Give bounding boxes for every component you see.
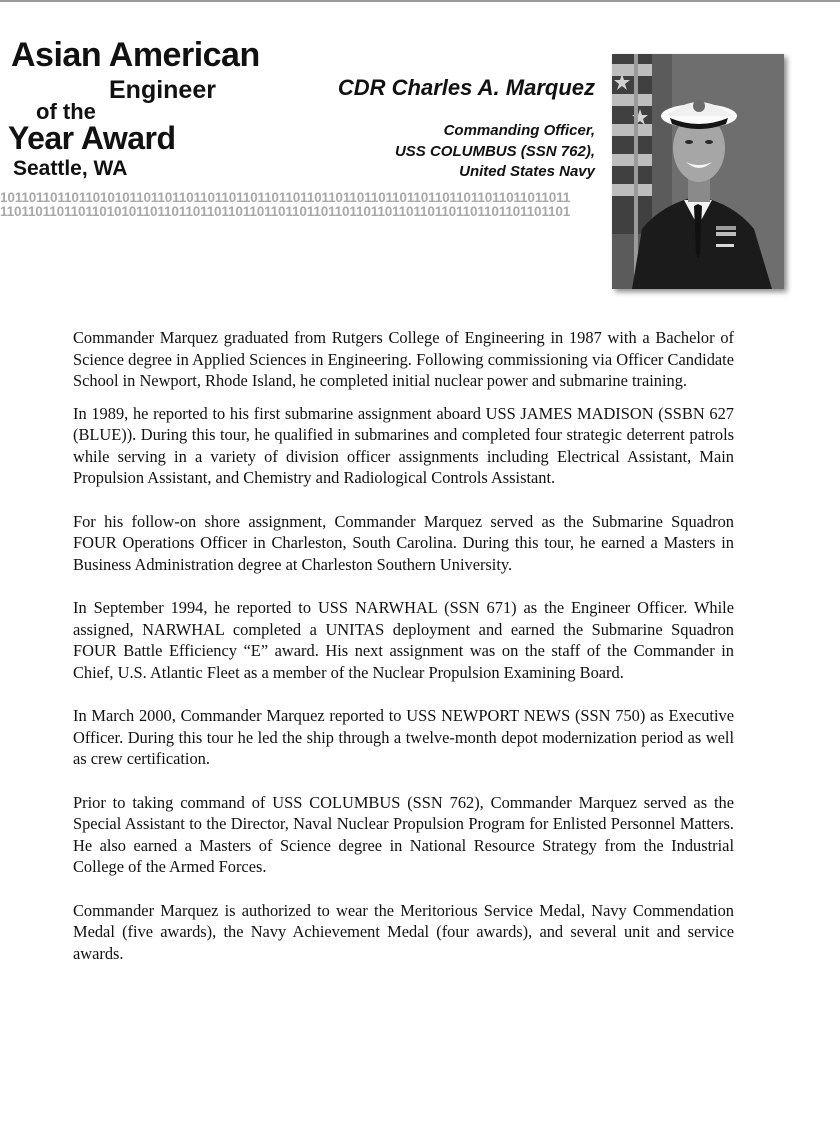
honoree-name: CDR Charles A. Marquez [337, 75, 595, 100]
bio-paragraph-3: For his follow-on shore assignment, Commander Marquez served as the Submarine Squadron FOUR Operations Officer in Charleston, South Carolina. During this tour, he earned a Masters in Business Administration degree at Charleston Southern University. [73, 511, 734, 574]
award-line-year-award: Year Award [8, 120, 176, 156]
binary-row-2: 11011011011011010101101101101101101101101101101101101101101101101101101101101101 [0, 204, 571, 219]
bio-paragraph-1: Commander Marquez graduated from Rutgers College of Engineering in 1987 with a Bachelor of Science degree in Applied Sciences in Engineering. Following commissioning via Officer Candidate School in Newport, Rhode Island, he completed initial nuclear power and submarine training. [73, 328, 734, 390]
bio-paragraph-2: In 1989, he reported to his first submarine assignment aboard USS JAMES MADISON (SSBN 627 (BLUE)). During this tour, he qualified in submarines and completed four strategic deterrent patrols while serving in a variety of division officer assignments including Electrical Assistant, Main Propulsion Assistant, and Chemistry and Radiological Controls Assistant. [73, 403, 734, 487]
award-logo [8, 36, 308, 186]
bio-paragraph-5: In March 2000, Commander Marquez reported to USS NEWPORT NEWS (SSN 750) as Executive Officer. During this tour he led the ship through a twelve-month depot modernization period as well as crew certification. [73, 706, 734, 768]
binary-row-1: 10110110110110101011011011011011011011011011011011011011011011011011011011011011 [0, 191, 571, 205]
award-line-of-the: of the [36, 99, 96, 124]
honoree-title [395, 121, 595, 183]
portrait-photo [612, 54, 784, 289]
title-line-3: United States Navy [459, 163, 595, 180]
title-line-1: Commanding Officer, [443, 122, 595, 139]
title-line-2: USS COLUMBUS (SSN 762), [394, 142, 595, 160]
award-line-engineer: Engineer [109, 76, 216, 104]
bio-paragraph-7: Commander Marquez is authorized to wear the Meritorious Service Medal, Navy Commendation Medal (five awards), the Navy Achievement Medal (four awards), and several unit and service awards. [73, 900, 734, 963]
top-border-rule [0, 0, 840, 2]
biography [73, 327, 734, 964]
bio-paragraph-4: In September 1994, he reported to USS NARWHAL (SSN 671) as the Engineer Officer. While assigned, NARWHAL completed a UNITAS deployment and earned the Submarine Squadron FOUR Battle Efficiency “E” award. His next assignment was on the staff of the Commander in Chief, U.S. Atlantic Fleet as a member of the Nuclear Propulsion Examining Board. [73, 598, 734, 682]
award-line-asian-american: Asian American [11, 36, 260, 74]
binary-decoration [0, 191, 610, 219]
bio-paragraph-6: Prior to taking command of USS COLUMBUS (SSN 762), Commander Marquez served as the Special Assistant to the Director, Naval Nuclear Propulsion Program for Enlisted Personnel Matters. He also earned a Masters of Science degree in National Resource Strategy from the Industrial College of the Armed Forces. [73, 792, 734, 876]
award-location: Seattle, WA [13, 157, 128, 180]
